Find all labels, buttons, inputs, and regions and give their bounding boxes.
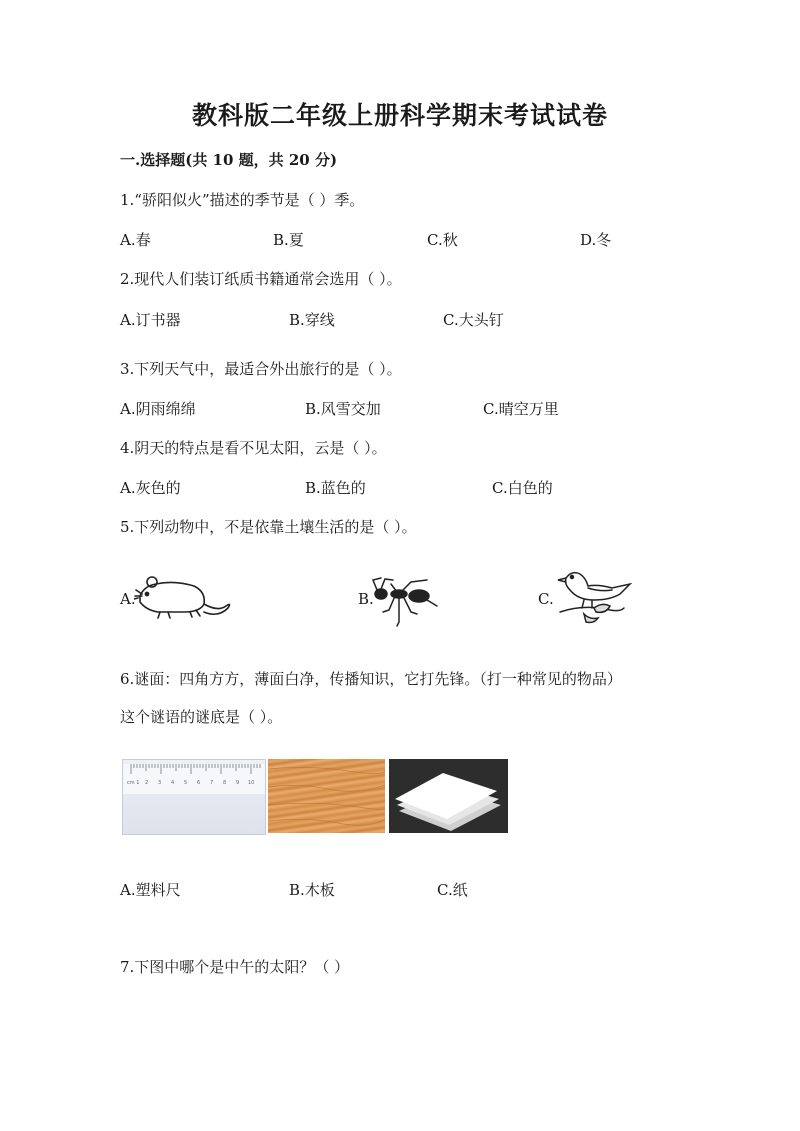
q2-option-a: A.订书器 <box>120 311 181 329</box>
ant-illustration <box>371 576 443 628</box>
ruler-mark: 5 <box>184 780 188 786</box>
q3-option-a: A.阴雨绵绵 <box>120 400 196 418</box>
question-7: 7.下图中哪个是中午的太阳？（ ） <box>120 958 350 976</box>
q1-option-b: B.夏 <box>273 231 304 249</box>
question-5: 5.下列动物中，不是依靠土壤生活的是（ ）。 <box>120 518 417 536</box>
q5-option-b: B. <box>358 590 374 608</box>
q4-option-a: A.灰色的 <box>120 479 181 497</box>
q2-option-c: C.大头钉 <box>443 311 504 329</box>
ruler-mark: cm 1 <box>127 780 140 786</box>
q3-option-b: B.风雪交加 <box>305 400 381 418</box>
section-heading: 一.选择题(共 10 题，共 20 分) <box>120 151 338 169</box>
ruler-mark: 4 <box>171 780 175 786</box>
q6-option-c: C.纸 <box>437 881 468 899</box>
q1-option-d: D.冬 <box>580 231 612 249</box>
ruler-mark: 9 <box>236 780 240 786</box>
q5-option-a: A. <box>120 590 136 608</box>
question-6-line-2: 这个谜语的谜底是（ ）。 <box>120 708 283 726</box>
question-6: 6.谜面：四角方方，薄面白净，传播知识，它打先锋。（打一种常见的物品） <box>120 670 622 688</box>
paper-stack-image <box>389 759 508 833</box>
question-2: 2.现代人们装订纸质书籍通常会选用（ ）。 <box>120 270 402 288</box>
page-title: 教科版二年级上册科学期末考试试卷 <box>191 101 608 130</box>
q4-option-c: C.白色的 <box>492 479 553 497</box>
q2-option-b: B.穿线 <box>289 311 335 329</box>
question-1: 1.“骄阳似火”描述的季节是（ ）季。 <box>120 191 365 209</box>
question-3: 3.下列天气中，最适合外出旅行的是（ ）。 <box>120 360 402 378</box>
bird-illustration <box>554 568 634 628</box>
q5-option-c: C. <box>538 590 554 608</box>
ruler-mark: 8 <box>223 780 227 786</box>
ruler-mark: 6 <box>197 780 201 786</box>
mouse-illustration <box>134 572 236 620</box>
q1-option-c: C.秋 <box>427 231 458 249</box>
ruler-mark: 3 <box>158 780 162 786</box>
ruler-mark: 10 <box>248 780 255 786</box>
plastic-ruler-image <box>122 759 266 835</box>
q1-option-a: A.春 <box>120 231 151 249</box>
q4-option-b: B.蓝色的 <box>305 479 366 497</box>
q6-option-a: A.塑料尺 <box>120 881 181 899</box>
wood-board-image <box>268 759 385 833</box>
question-4: 4.阴天的特点是看不见太阳，云是（ ）。 <box>120 439 387 457</box>
q3-option-c: C.晴空万里 <box>483 400 559 418</box>
ruler-mark: 7 <box>210 780 214 786</box>
q6-option-b: B.木板 <box>289 881 335 899</box>
ruler-mark: 2 <box>145 780 149 786</box>
